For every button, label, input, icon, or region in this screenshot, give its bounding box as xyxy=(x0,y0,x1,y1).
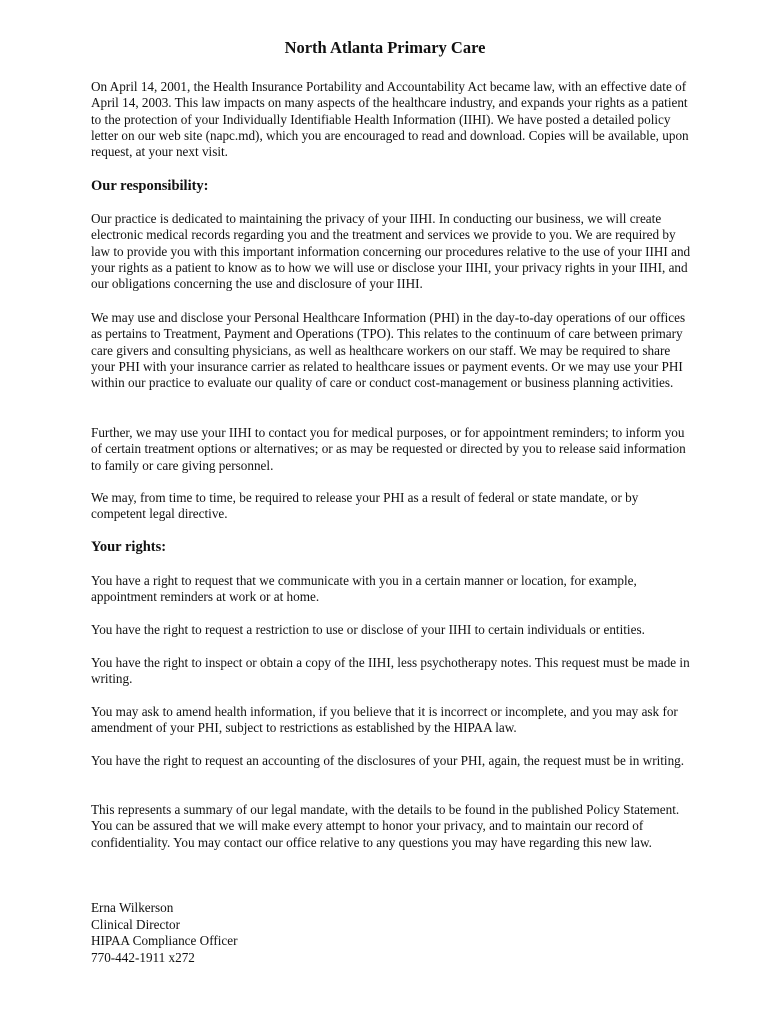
responsibility-heading: Our responsibility: xyxy=(91,178,209,194)
signature-title: HIPAA Compliance Officer xyxy=(91,933,238,948)
signature-phone: 770-442-1911 x272 xyxy=(91,950,195,965)
intro-paragraph: On April 14, 2001, the Health Insurance Portability and Accountability Act became law, with an effective date of April 14, 2003. This law impacts on many aspects of the healthcare industry, and expands your rights as a patient to the protection of your Individually Identifiable Health Information (IIHI). We have posted a detailed policy letter on our web site (napc.md), which you are encouraged to read and download. Copies will be available, upon request, at your next visit. xyxy=(91,79,689,160)
rights-heading: Your rights: xyxy=(91,539,167,555)
responsibility-paragraph: Our practice is dedicated to maintaining the privacy of your IIHI. In conducting our business, we will create electronic medical records regarding you and the treatment and services we provide to you. We are required by law to provide you with this important information concerning our procedures relative to the use of your IIHI and your rights as a patient to know as to how we will use or disclose your IIHI, your privacy rights in your IIHI, and our obligations concerning the use and disclosure of your IIHI. xyxy=(91,211,691,292)
summary-paragraph: This represents a summary of our legal mandate, with the details to be found in the published Policy Statement. You can be assured that we will make every attempt to honor your privacy, and to maintain our record of confidentiality. You may contact our office relative to any questions you may have regarding this new law. xyxy=(91,802,680,850)
rights-paragraph: You may ask to amend health information, if you believe that it is incorrect or incomplete, and you may ask for amendment of your PHI, subject to restrictions as established by the HIPAA law. xyxy=(91,704,678,736)
signature-title: Clinical Director xyxy=(91,917,180,932)
rights-paragraph: You have the right to request an accounting of the disclosures of your PHI, again, the request must be in writing. xyxy=(91,753,685,768)
responsibility-paragraph: We may, from time to time, be required to release your PHI as a result of federal or state mandate, or by competent legal directive. xyxy=(91,490,639,522)
rights-paragraph: You have the right to request a restriction to use or disclose of your IIHI to certain individuals or entities. xyxy=(91,622,645,637)
document-title: North Atlanta Primary Care xyxy=(284,38,486,57)
responsibility-paragraph: We may use and disclose your Personal Healthcare Information (PHI) in the day-to-day operations of our offices as pertains to Treatment, Payment and Operations (TPO). This relates to the continuum of care between primary care givers and consulting physicians, as well as healthcare workers on our staff. We may be required to share your PHI with your insurance carrier as related to healthcare issues or payment events. Or we may use your PHI within our practice to evaluate our quality of care or conduct cost-management or business planning activities. xyxy=(91,310,686,391)
responsibility-paragraph: Further, we may use your IIHI to contact you for medical purposes, or for appointment reminders; to inform you of certain treatment options or alternatives; or as may be requested or directed by you to release said information to family or care giving personnel. xyxy=(91,425,686,473)
signature-name: Erna Wilkerson xyxy=(91,900,174,915)
rights-paragraph: You have a right to request that we communicate with you in a certain manner or location, for example, appointment reminders at work or at home. xyxy=(91,573,637,605)
rights-paragraph: You have the right to inspect or obtain a copy of the IIHI, less psychotherapy notes. This request must be made in writing. xyxy=(91,655,690,687)
